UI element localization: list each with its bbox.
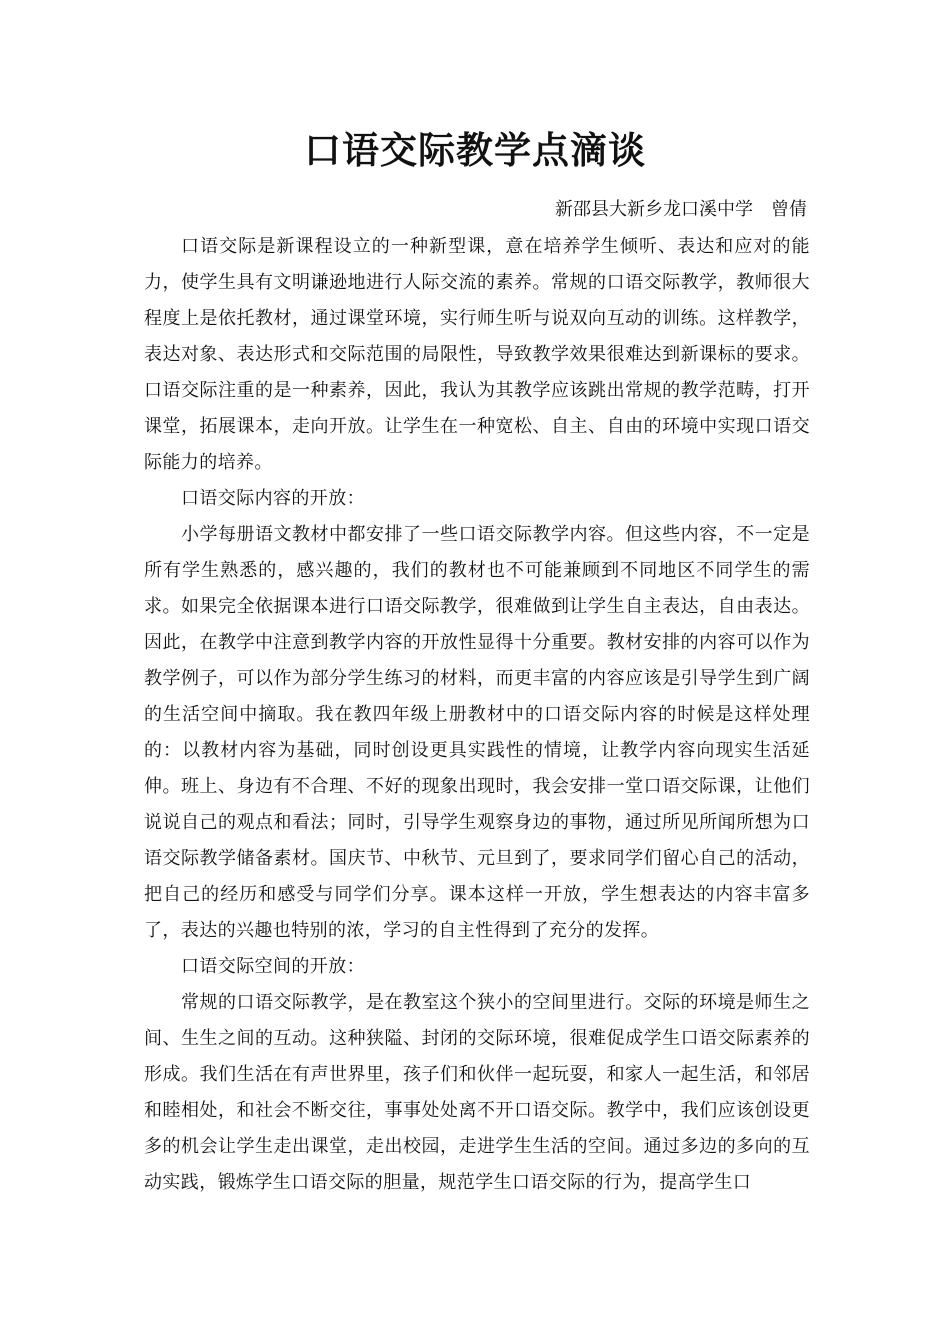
document-body xyxy=(144,229,810,1201)
section-heading-space: 口语交际空间的开放： xyxy=(181,956,365,977)
section-heading-content: 口语交际内容的开放： xyxy=(181,488,365,509)
author-line: 新邵县大新乡龙口溪中学 曾倩 xyxy=(555,199,807,220)
paragraph-intro: 口语交际是新课程设立的一种新型课，意在培养学生倾听、表达和应对的能力，使学生具有文明谦逊地进行人际交流的素养。常规的口语交际教学，教师很大程度上是依托教材，通过课堂环境，实行师生听与说双向互动的训练。这样教学，表达对象、表达形式和交际范围的局限性，导致教学效果很难达到新课标的要求。口语交际注重的是一种素养，因此，我认为其教学应该跳出常规的教学范畴，打开课堂，拓展课本，走向开放。让学生在一种宽松、自主、自由的环境中实现口语交际能力的培养。 xyxy=(144,236,810,473)
document-title: 口语交际教学点滴谈 xyxy=(304,128,646,172)
paragraph-space-openness: 常规的口语交际教学，是在教室这个狭小的空间里进行。交际的环境是师生之间、生生之间的互动。这种狭隘、封闭的交际环境，很难促成学生口语交际素养的形成。我们生活在有声世界里，孩子们和伙伴一起玩耍，和家人一起生活，和邻居和睦相处，和社会不断交往，事事处处离不开口语交际。教学中，我们应该创设更多的机会让学生走出课堂，走出校园，走进学生生活的空间。通过多边的多向的互动实践，锻炼学生口语交际的胆量，规范学生口语交际的行为，提高学生口 xyxy=(144,992,810,1193)
paragraph-content-openness: 小学每册语文教材中都安排了一些口语交际教学内容。但这些内容，不一定是所有学生熟悉的，感兴趣的，我们的教材也不可能兼顾到不同地区不同学生的需求。如果完全依据课本进行口语交际教学，很难做到让学生自主表达，自由表达。因此，在教学中注意到教学内容的开放性显得十分重要。教材安排的内容可以作为教学例子，可以作为部分学生练习的材料，而更丰富的内容应该是引导学生到广阔的生活空间中摘取。我在教四年级上册教材中的口语交际内容的时候是这样处理的：以教材内容为基础，同时创设更具实践性的情境，让教学内容向现实生活延伸。班上、身边有不合理、不好的现象出现时，我会安排一堂口语交际课，让他们说说自己的观点和看法；同时，引导学生观察身边的事物，通过所见所闻所想为口语交际教学储备素材。国庆节、中秋节、元旦到了，要求同学们留心自己的活动，把自己的经历和感受与同学们分享。课本这样一开放，学生想表达的内容丰富多了，表达的兴趣也特别的浓，学习的自主性得到了充分的发挥。 xyxy=(144,524,810,941)
